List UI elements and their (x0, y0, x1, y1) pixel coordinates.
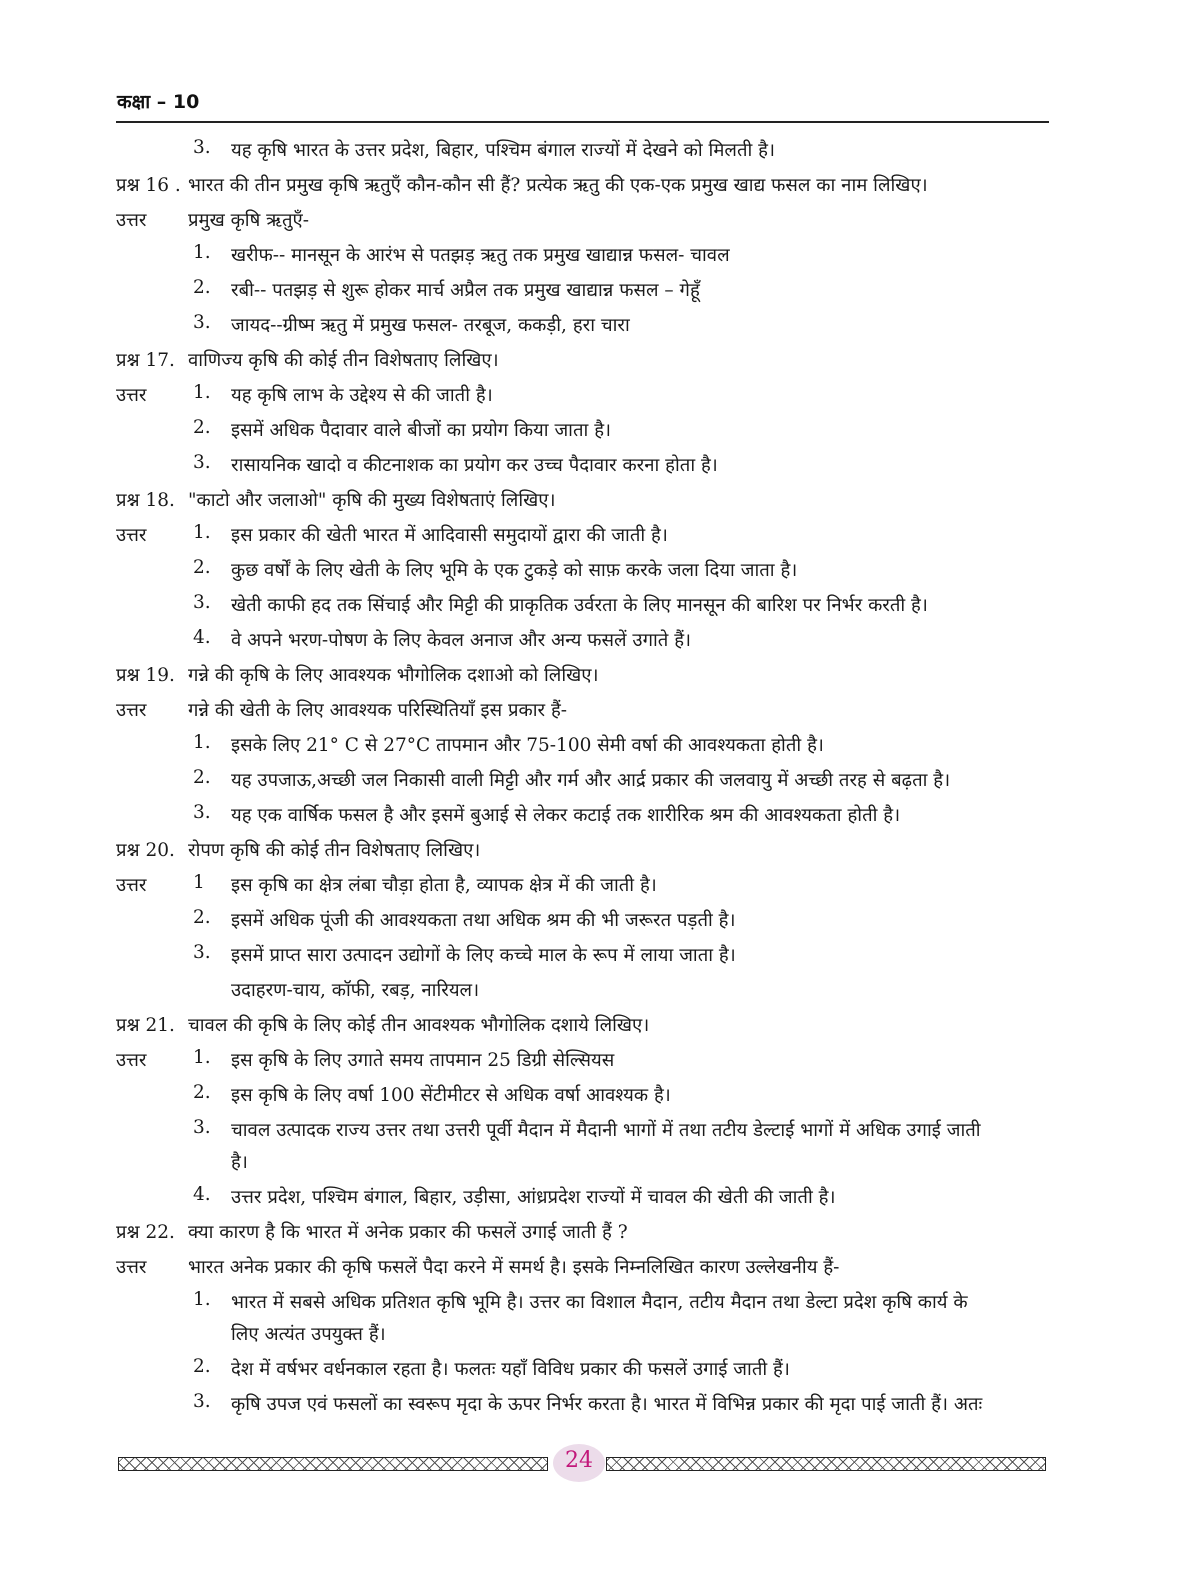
footer-ornament-right (606, 1457, 1046, 1471)
line-text: भारत में सबसे अधिक प्रतिशत कृषि भूमि है। उत्तर का विशाल मैदान, तटीय मैदान तथा डेल्टा प्रदेश कृषि कार्य के (231, 1292, 968, 1313)
text-line (0, 308, 1181, 343)
line-text: यह उपजाऊ,अच्छी जल निकासी वाली मिट्टी और गर्म और आर्द्र प्रकार की जलवायु में अच्छी तरह से बढ़ता है। (231, 770, 951, 791)
line-text: इसमें प्राप्त सारा उत्पादन उद्योगों के लिए कच्चे माल के रूप में लाया जाता है। (231, 945, 736, 966)
text-line (0, 203, 1181, 238)
line-text: भारत अनेक प्रकार की कृषि फसलें पैदा करने में समर्थ है। इसके निम्नलिखित कारण उल्लेखनीय हैं- (188, 1257, 840, 1278)
line-label: उत्तर (116, 700, 147, 721)
line-text: यह एक वार्षिक फसल है और इसमें बुआई से लेकर कटाई तक शारीरिक श्रम की आवश्यकता होती है। (231, 805, 901, 826)
line-label: उत्तर (116, 210, 147, 231)
line-text: चावल की कृषि के लिए कोई तीन आवश्यक भौगोलिक दशाये लिखिए। (188, 1015, 650, 1036)
text-line (0, 1250, 1181, 1285)
text-line (0, 1285, 1181, 1317)
line-text: भारत की तीन प्रमुख कृषि ऋतुएँ कौन-कौन सी हैं? प्रत्येक ऋतु की एक-एक प्रमुख खाद्य फसल का नाम लिखिए। (188, 175, 928, 196)
line-text: कृषि उपज एवं फसलों का स्वरूप मृदा के ऊपर निर्भर करता है। भारत में विभिन्न प्रकार की मृदा पाई जाती हैं। अतः (231, 1394, 983, 1415)
text-line (0, 1078, 1181, 1113)
line-text: वाणिज्य कृषि की कोई तीन विशेषताए लिखिए। (188, 350, 499, 371)
line-label: उत्तर (116, 385, 147, 406)
text-line (0, 1113, 1181, 1145)
line-label: प्रश्न 17. (116, 350, 175, 371)
line-text: इसमें अधिक पैदावार वाले बीजों का प्रयोग किया जाता है। (231, 420, 612, 441)
line-text: इसके लिए 21° C से 27°C तापमान और 75-100 सेमी वर्षा की आवश्यकता होती है। (231, 735, 824, 756)
footer-ornament-left (118, 1457, 548, 1471)
line-text: यह कृषि भारत के उत्तर प्रदेश, बिहार, पश्चिम बंगाल राज्यों में देखने को मिलती है। (231, 140, 776, 161)
line-text: चावल उत्पादक राज्य उत्तर तथा उत्तरी पूर्वी मैदान में मैदानी भागों में तथा तटीय डेल्टाई भागों में अधिक उगाई जाती (231, 1120, 981, 1141)
line-text: इस कृषि के लिए उगाते समय तापमान 25 डिग्री सेल्सियस (231, 1050, 615, 1071)
line-text: इस कृषि का क्षेत्र लंबा चौड़ा होता है, व्यापक क्षेत्र में की जाती है। (231, 875, 657, 896)
line-text: जायद--ग्रीष्म ऋतु में प्रमुख फसल- तरबूज, ककड़ी, हरा चारा (231, 315, 630, 336)
item-number: 3. (193, 592, 211, 613)
item-number: 3. (193, 942, 211, 963)
line-text: उत्तर प्रदेश, पश्चिम बंगाल, बिहार, उड़ीसा, आंध्रप्रदेश राज्यों में चावल की खेती की जाती है। (231, 1187, 836, 1208)
line-label: प्रश्न 18. (116, 490, 175, 511)
line-label: उत्तर (116, 875, 147, 896)
text-line (0, 168, 1181, 203)
line-text: रबी-- पतझड़ से शुरू होकर मार्च अप्रैल तक प्रमुख खाद्यान्न फसल – गेहूँ (231, 280, 700, 301)
item-number: 1. (193, 1289, 211, 1310)
text-line (0, 1387, 1181, 1422)
line-text: देश में वर्षभर वर्धनकाल रहता है। फलतः यहाँ विविध प्रकार की फसलें उगाई जाती हैं। (231, 1359, 790, 1380)
text-line (0, 588, 1181, 623)
text-line (0, 518, 1181, 553)
text-line (0, 1215, 1181, 1250)
line-text: उदाहरण-चाय, कॉफी, रबड़, नारियल। (231, 980, 480, 1001)
line-text: "काटो और जलाओ" कृषि की मुख्य विशेषताएं लिखिए। (188, 490, 556, 511)
line-text: इस प्रकार की खेती भारत में आदिवासी समुदायों द्वारा की जाती है। (231, 525, 668, 546)
line-text: गन्ने की खेती के लिए आवश्यक परिस्थितियाँ इस प्रकार हैं- (188, 700, 568, 721)
item-number: 1. (193, 732, 211, 753)
text-line (0, 973, 1181, 1008)
page-number: 24 (565, 1448, 593, 1473)
text-line (0, 378, 1181, 413)
text-line (0, 448, 1181, 483)
line-text: रोपण कृषि की कोई तीन विशेषताए लिखिए। (188, 840, 481, 861)
text-line (0, 903, 1181, 938)
item-number: 4. (193, 1184, 211, 1205)
line-label: प्रश्न 16 . (116, 175, 181, 196)
text-line (0, 483, 1181, 518)
page-header: कक्षा – 10 (117, 91, 200, 113)
item-number: 2. (193, 417, 211, 438)
line-label: प्रश्न 21. (116, 1015, 175, 1036)
text-line (0, 868, 1181, 903)
text-line (0, 1352, 1181, 1387)
text-line (0, 798, 1181, 833)
item-number: 2. (193, 767, 211, 788)
text-line (0, 1180, 1181, 1215)
item-number: 1. (193, 242, 211, 263)
line-text: गन्ने की कृषि के लिए आवश्यक भौगोलिक दशाओ को लिखिए। (188, 665, 599, 686)
item-number: 1. (193, 382, 211, 403)
line-label: उत्तर (116, 1257, 147, 1278)
item-number: 3. (193, 802, 211, 823)
item-number: 1. (193, 1047, 211, 1068)
text-line (0, 133, 1181, 168)
text-line (0, 553, 1181, 588)
line-text: क्या कारण है कि भारत में अनेक प्रकार की फसलें उगाई जाती हैं ? (188, 1222, 628, 1243)
line-text: है। (231, 1152, 248, 1173)
line-text: रासायनिक खादो व कीटनाशक का प्रयोग कर उच्च पैदावार करना होता है। (231, 455, 718, 476)
item-number: 3. (193, 1117, 211, 1138)
line-label: उत्तर (116, 525, 147, 546)
text-line (0, 1008, 1181, 1043)
item-number: 2. (193, 277, 211, 298)
item-number: 3. (193, 1391, 211, 1412)
line-label: प्रश्न 20. (116, 840, 175, 861)
text-line (0, 763, 1181, 798)
item-number: 2. (193, 557, 211, 578)
item-number: 2. (193, 1356, 211, 1377)
line-text: कुछ वर्षों के लिए खेती के लिए भूमि के एक टुकड़े को साफ़ करके जला दिया जाता है। (231, 560, 798, 581)
item-number: 4. (193, 627, 211, 648)
text-line (0, 728, 1181, 763)
line-text: इसमें अधिक पूंजी की आवश्यकता तथा अधिक श्रम की भी जरूरत पड़ती है। (231, 910, 736, 931)
line-text: प्रमुख कृषि ऋतुएँ- (188, 210, 309, 231)
item-number: 3. (193, 312, 211, 333)
text-line (0, 413, 1181, 448)
line-text: वे अपने भरण-पोषण के लिए केवल अनाज और अन्य फसलें उगाते हैं। (231, 630, 692, 651)
line-text: खेती काफी हद तक सिंचाई और मिट्टी की प्राकृतिक उर्वरता के लिए मानसून की बारिश पर निर्भर करती है। (231, 595, 928, 616)
text-line (0, 658, 1181, 693)
text-line (0, 623, 1181, 658)
text-line (0, 1145, 1181, 1180)
item-number: 2. (193, 907, 211, 928)
text-line (0, 1043, 1181, 1078)
text-line (0, 238, 1181, 273)
item-number: 3. (193, 452, 211, 473)
line-label: प्रश्न 19. (116, 665, 175, 686)
page-content (0, 133, 1181, 1422)
line-text: इस कृषि के लिए वर्षा 100 सेंटीमीटर से अधिक वर्षा आवश्यक है। (231, 1085, 671, 1106)
item-number: 2. (193, 1082, 211, 1103)
line-label: उत्तर (116, 1050, 147, 1071)
text-line (0, 938, 1181, 973)
item-number: 1. (193, 522, 211, 543)
line-label: प्रश्न 22. (116, 1222, 175, 1243)
line-text: लिए अत्यंत उपयुक्त हैं। (231, 1324, 386, 1345)
header-rule (116, 121, 1049, 123)
line-text: यह कृषि लाभ के उद्देश्य से की जाती है। (231, 385, 493, 406)
text-line (0, 273, 1181, 308)
item-number: 3. (193, 137, 211, 158)
text-line (0, 833, 1181, 868)
item-number: 1 (193, 872, 205, 893)
line-text: खरीफ-- मानसून के आरंभ से पतझड़ ऋतु तक प्रमुख खाद्यान्न फसल- चावल (231, 245, 730, 266)
text-line (0, 1317, 1181, 1352)
text-line (0, 693, 1181, 728)
text-line (0, 343, 1181, 378)
